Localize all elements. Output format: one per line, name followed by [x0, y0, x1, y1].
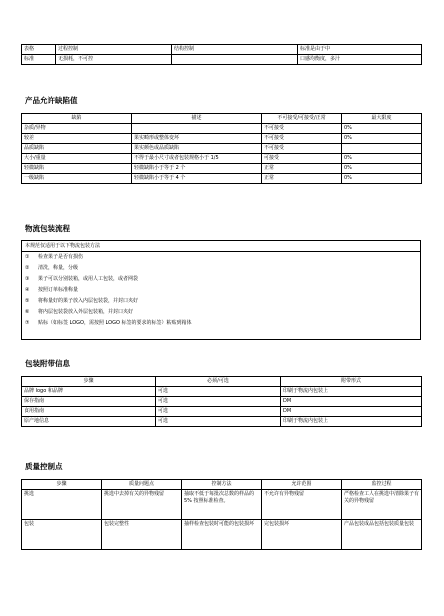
table-cell: DM — [281, 407, 422, 417]
list-item — [22, 274, 420, 285]
section-title-accessory: 包装附带信息 — [25, 359, 70, 368]
table-cell: 保存指南 — [22, 397, 156, 407]
table-cell: 轻微缺陷小于等于 4 个 — [132, 174, 262, 184]
top-table — [21, 44, 422, 65]
table-cell: 挑选中去掉有关的异物残留 — [102, 490, 182, 520]
list-item — [22, 252, 420, 263]
table-cell: 食用指南 — [22, 407, 156, 417]
step-text: 将称量好的果子放入内层包装袋，并封口夹好 — [38, 298, 139, 304]
table-cell: 不可接受 — [262, 124, 342, 134]
table-cell: 杂质/异物 — [22, 124, 132, 134]
step-text: 检查果子是否有损伤 — [38, 254, 84, 260]
table-cell: 不允许有异物残留 — [262, 490, 342, 520]
table-cell: 0% — [342, 134, 422, 144]
column-header: 步骤 — [22, 480, 102, 490]
column-header: 缺陷 — [22, 114, 132, 124]
tolerance-table — [21, 113, 422, 184]
table-cell: 大小/重量 — [22, 154, 132, 164]
column-header: 附带形式 — [281, 377, 422, 387]
step-text: 将内层包装袋放入外层包装箱，并封口夹好 — [38, 309, 134, 315]
table-cell: 无损耗，不可控 — [56, 55, 172, 65]
table-cell: 0% — [342, 174, 422, 184]
table-cell: 口感均衡度，多汁 — [298, 55, 422, 65]
table-row — [22, 387, 422, 397]
table-cell — [132, 124, 262, 134]
column-header: 描述 — [132, 114, 262, 124]
table-row — [22, 144, 422, 154]
table-row — [22, 417, 422, 427]
table-row — [22, 124, 422, 134]
table-cell: 不可接受 — [262, 144, 342, 154]
list-item — [22, 296, 420, 307]
table-cell: 0% — [342, 124, 422, 134]
flow-box — [21, 240, 421, 340]
flow-header — [22, 241, 420, 252]
column-header: 必须/可选 — [156, 377, 281, 387]
table-cell: 品牌 logo 和品牌 — [22, 387, 156, 397]
section-title-tolerance: 产品允许缺陷值 — [25, 96, 78, 105]
step-text: 按照订单标准称量 — [38, 287, 79, 293]
column-header: 质量问题点 — [102, 480, 182, 490]
step-text: 贴标（如标签 LOGO，需按照 LOGO 标签的要求的标签）粘贴到箱体 — [38, 320, 192, 326]
table-cell: 标准是由于中 — [298, 45, 422, 55]
table-cell: 较差 — [22, 134, 132, 144]
section-title-quality: 质量控制点 — [25, 462, 63, 471]
table-cell: 产品包装成品包括包装质量包装 — [342, 520, 422, 550]
column-header: 最大限度 — [342, 114, 422, 124]
table-cell: 印刷于物流内包装上 — [281, 417, 422, 427]
table-cell: 不可接受 — [262, 134, 342, 144]
column-header: 监控过程 — [342, 480, 422, 490]
column-header: 允许范围 — [262, 480, 342, 490]
step-number: ④ — [25, 287, 30, 293]
table-cell: 一级缺陷 — [22, 174, 132, 184]
step-number: ⑦ — [25, 320, 30, 326]
table-cell: 可选 — [156, 407, 281, 417]
table-header-row — [22, 377, 422, 387]
table-row — [22, 174, 422, 184]
table-row — [22, 407, 422, 417]
table-cell: 标准 — [22, 55, 56, 65]
step-number: ③ — [25, 276, 30, 282]
column-header: 控制方法 — [182, 480, 262, 490]
table-cell: 可选 — [156, 417, 281, 427]
table-row — [22, 45, 422, 55]
table-row — [22, 55, 422, 65]
table-cell: 原产地信息 — [22, 417, 156, 427]
table-cell: 印刷于物流内包装上 — [281, 387, 422, 397]
table-cell: 正常 — [262, 164, 342, 174]
table-cell: 挑选 — [22, 490, 102, 520]
step-text: 果子可以分别装箱，或用人工包装，或者网袋 — [38, 276, 139, 282]
list-item — [22, 263, 420, 274]
table-cell: 表格 — [22, 45, 56, 55]
table-cell: 可接受 — [262, 154, 342, 164]
step-text: 清洗，称量，分级 — [38, 265, 79, 271]
table-row — [22, 164, 422, 174]
table-header-row — [22, 480, 422, 490]
list-item — [22, 318, 420, 329]
table-cell: 结构控制 — [172, 45, 298, 55]
table-cell: 正常 — [262, 174, 342, 184]
table-cell: 果实畸形或整体变坏 — [132, 134, 262, 144]
table-cell: 0% — [342, 164, 422, 174]
step-number: ② — [25, 265, 30, 271]
table-header-row — [22, 114, 422, 124]
table-cell: 严格检查工人在挑选中清除果子有关的异物残留 — [342, 490, 422, 520]
table-row — [22, 134, 422, 144]
table-cell: 可选 — [156, 397, 281, 407]
table-row — [22, 520, 422, 550]
table-cell: 轻微缺陷 — [22, 164, 132, 174]
flow-header-text: 本规范仅适用于以下物流包装方法 — [25, 243, 101, 249]
table-cell: DM — [281, 397, 422, 407]
accessory-table — [21, 376, 422, 427]
section-title-flow: 物流包装流程 — [25, 224, 70, 233]
table-row — [22, 490, 422, 520]
table-cell: 品质缺陷 — [22, 144, 132, 154]
list-item — [22, 285, 420, 296]
step-number: ① — [25, 254, 30, 260]
column-header: 不可接受/可接受/正常 — [262, 114, 342, 124]
table-cell: 轻微缺陷小于等于 2 个 — [132, 164, 262, 174]
table-cell: 过程控制 — [56, 45, 172, 55]
column-header: 步骤 — [22, 377, 156, 387]
table-cell: 完包装损坏 — [262, 520, 342, 550]
table-cell: 0% — [342, 154, 422, 164]
step-number: ⑤ — [25, 298, 30, 304]
table-cell: 可选 — [156, 387, 281, 397]
table-cell: 抽样检查包装时可能的包装损坏 — [182, 520, 262, 550]
table-cell — [172, 55, 298, 65]
step-number: ⑥ — [25, 309, 30, 315]
quality-table — [21, 479, 422, 550]
table-cell: 抽取不低于每批次总数的样品的 5% 按照标准检查。 — [182, 490, 262, 520]
table-cell: 包装 — [22, 520, 102, 550]
table-row — [22, 154, 422, 164]
table-cell: 包装完整性 — [102, 520, 182, 550]
table-cell — [342, 144, 422, 154]
table-row — [22, 397, 422, 407]
table-cell: 不得于最小尺寸或者包装规格小于 1/5 — [132, 154, 262, 164]
list-item — [22, 307, 420, 318]
table-cell: 果实颜色或品质缺陷 — [132, 144, 262, 154]
